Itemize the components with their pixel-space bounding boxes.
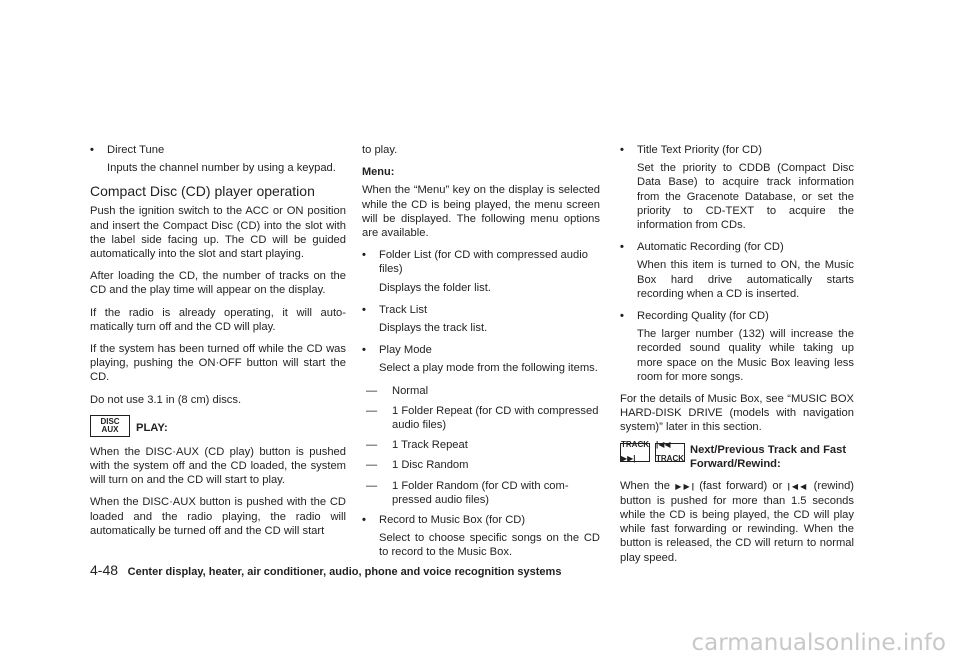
list-item — [620, 143, 854, 157]
play-heading: PLAY: — [136, 421, 168, 434]
mode-label: Normal — [392, 384, 429, 397]
item-desc: When this item is turned to ON, the Music Box hard drive automatically starts recording when a CD is inserted. — [637, 259, 854, 300]
paragraph — [620, 479, 854, 565]
paragraph: When the DISC·AUX button is pushed with the CD loaded and the radio playing, the radio will automatically be turned off and the CD will start — [90, 496, 346, 537]
play-key-row — [90, 415, 346, 437]
key-aux-label: AUX — [101, 424, 119, 434]
page-number: 4-48 — [90, 562, 119, 578]
item-desc: The larger number (132) will increase the recorded sound quality while taking up more space on the Music Box leaving less room for more songs. — [637, 328, 854, 383]
item-label: Folder List (for CD with compressed audio files) — [379, 249, 588, 276]
item-desc: Select a play mode from the following items. — [379, 362, 598, 375]
item-label: Record to Music Box (for CD) — [379, 514, 526, 527]
mode-item — [362, 404, 600, 432]
list-item — [362, 343, 600, 357]
paragraph: After loading the CD, the number of tracks on the CD and the play time will appear on the display. — [90, 270, 346, 297]
mode-item — [362, 384, 600, 398]
mode-label: 1 Disc Random — [392, 459, 469, 472]
track-next-key-icon: TRACK ▶▶| — [621, 439, 649, 464]
track-prev-key-icon: |◀◀ TRACK — [656, 439, 684, 464]
paragraph: Do not use 3.1 in (8 cm) discs. — [90, 393, 242, 406]
item-label: Automatic Recording (for CD) — [637, 241, 784, 254]
item-desc: Displays the folder list. — [379, 281, 491, 294]
dash-mark: — — [366, 384, 378, 397]
text-fragment: (fast forward) or — [699, 479, 783, 492]
track-heading: Next/Previous Track and Fast Forward/Rewind: — [690, 443, 847, 470]
bullet-dot: • — [620, 241, 624, 254]
mode-label: 1 Folder Repeat (for CD with compressed audio files) — [392, 404, 599, 432]
paragraph: to play. — [362, 144, 398, 156]
disc-aux-key-icon — [90, 415, 130, 437]
list-item — [362, 248, 600, 276]
item-label: Track List — [379, 303, 428, 316]
item-desc: Select to choose specific songs on the CD to record to the Music Box. — [379, 532, 600, 559]
mode-item — [362, 479, 600, 507]
paragraph: If the radio is already operating, it will auto-matically turn off and the CD will play. — [90, 306, 346, 333]
paragraph: For the details of Music Box, see “MUSIC BOX HARD-DISK DRIVE (models with navigation system)” later in this section. — [620, 393, 854, 434]
text-fragment: When the — [620, 479, 670, 492]
mode-label: 1 Track Repeat — [392, 439, 468, 452]
item-desc: Displays the track list. — [379, 322, 488, 335]
bullet-direct-tune — [90, 143, 346, 157]
bullet-dot: • — [362, 249, 366, 262]
key-disc-label: DISC — [100, 416, 120, 426]
list-item — [620, 309, 854, 323]
direct-tune-label: Direct Tune — [107, 144, 165, 156]
bullet-dot: • — [362, 344, 366, 357]
item-desc: Set the priority to CDDB (Compact Disc Data Base) to acquire track information from the Gracenote Database, or set the priority to CD-TEXT to acquire the information from CDs. — [637, 162, 854, 232]
column-3 — [620, 143, 854, 573]
paragraph: Push the ignition switch to the ACC or ON position and insert the Compact Disc (CD) into the slot with the label side facing up. The CD will be guided automatically into the slot and start playing. — [90, 205, 346, 261]
bullet-dot: • — [620, 310, 624, 323]
dash-mark: — — [366, 479, 378, 492]
page-footer — [90, 562, 561, 578]
dash-mark: — — [366, 439, 378, 452]
bullet-dot: • — [362, 514, 366, 527]
bullet-dot: • — [620, 144, 624, 156]
column-1 — [90, 143, 346, 546]
text-fragment: (rewind) button is pushed for more than 1.5 seconds while the CD is being played, the CD will play while fast forwarding or rewinding. When the button is released, the CD will return to normal play speed. — [620, 479, 855, 564]
bullet-dot: • — [362, 303, 366, 316]
fast-forward-icon: ▶▶| — [675, 481, 694, 491]
paragraph: When the “Menu” key on the display is selected while the CD is being played, the menu screen will be displayed. The following menu options are available. — [362, 184, 600, 240]
watermark: carmanualsonline.info — [691, 630, 946, 656]
mode-item — [362, 458, 600, 472]
mode-label: 1 Folder Random (for CD with com-pressed audio files) — [392, 479, 569, 506]
bullet-dot: • — [90, 144, 94, 156]
list-item — [362, 513, 600, 527]
list-item — [362, 303, 600, 317]
dash-mark: — — [366, 404, 378, 417]
list-item — [620, 240, 854, 254]
item-label: Recording Quality (for CD) — [637, 310, 769, 323]
dash-mark: — — [366, 459, 378, 472]
paragraph: If the system has been turned off while the CD was playing, pushing the ON·OFF button will start the CD. — [90, 343, 346, 384]
paragraph: When the DISC·AUX (CD play) button is pushed with the system off and the CD loaded, the system will turn on and the CD will start to play. — [90, 445, 346, 487]
cd-heading: Compact Disc (CD) player operation — [90, 183, 315, 200]
column-2 — [362, 143, 600, 568]
direct-tune-desc: Inputs the channel number by using a keypad. — [107, 162, 336, 175]
track-key-row — [620, 439, 854, 471]
item-label: Title Text Priority (for CD) — [637, 144, 762, 156]
rewind-icon: |◀◀ — [787, 481, 809, 491]
mode-item — [362, 438, 600, 452]
menu-heading: Menu: — [362, 166, 395, 179]
item-label: Play Mode — [379, 344, 432, 357]
footer-title: Center display, heater, air conditioner, audio, phone and voice recognition systems — [127, 566, 562, 578]
